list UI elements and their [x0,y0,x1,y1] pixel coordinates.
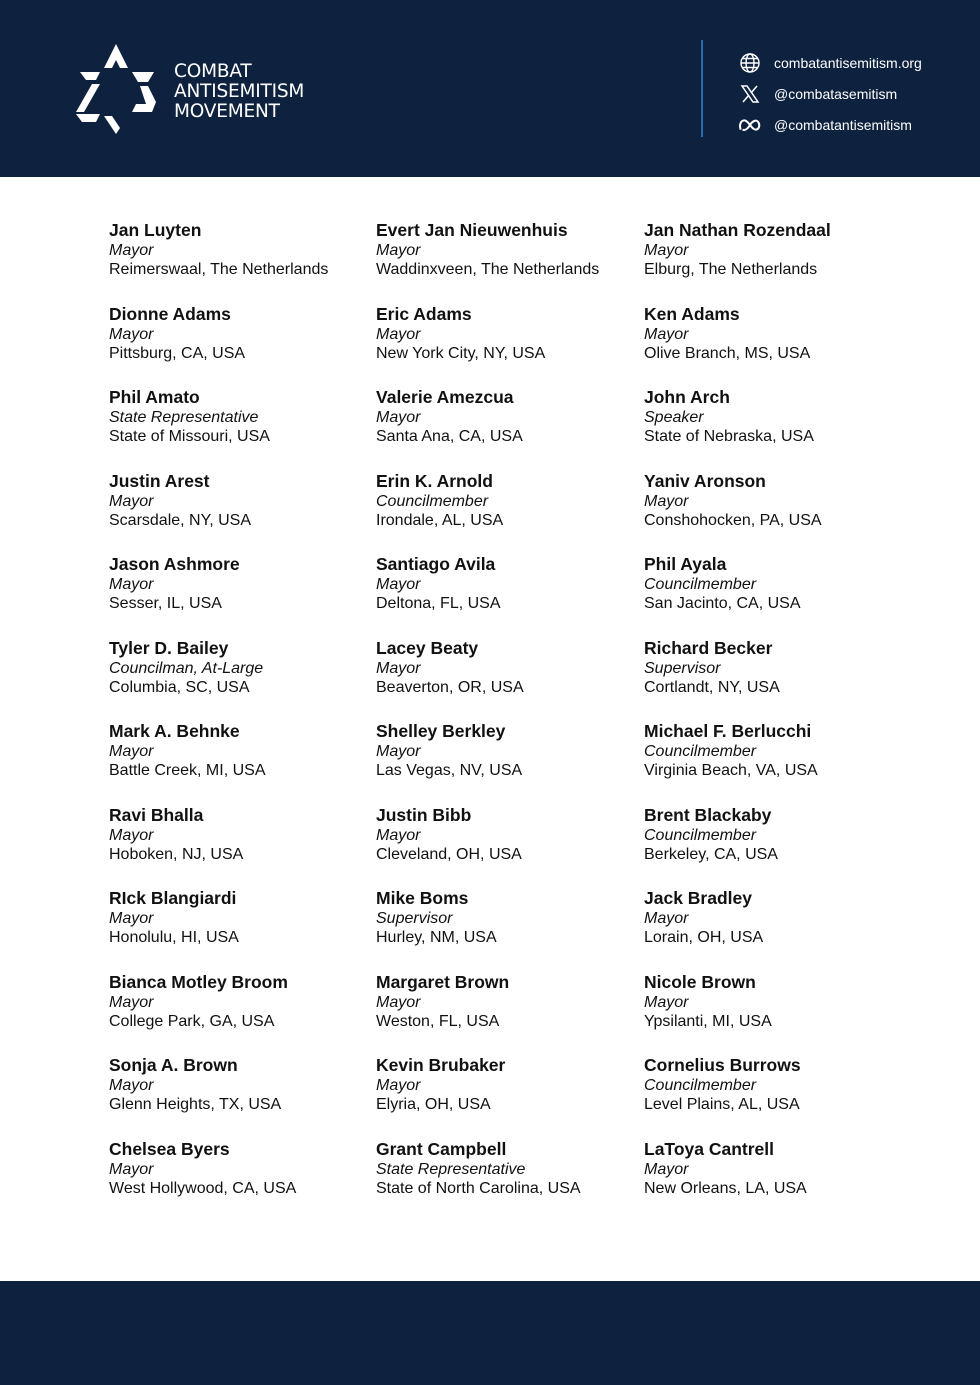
signatory-entry [376,972,644,1056]
signatory-location: Battle Creek, MI, USA [109,762,266,779]
x-handle-text: @combatasemitism [774,86,898,102]
social-meta[interactable] [738,110,922,140]
signatory-entry [644,638,909,722]
signatory-entry [109,554,376,638]
signatory-location: Irondale, AL, USA [376,511,504,529]
signatory-location: San Jacinto, CA, USA [644,595,801,612]
signatory-name: LaToya Cantrell [644,1138,774,1159]
signatory-name: Lacey Beaty [376,637,479,658]
signatory-name: Justin Arest [109,470,210,491]
header-banner [0,0,980,177]
signatory-title: Councilmember [644,576,757,593]
signatory-name: Sonja A. Brown [109,1055,238,1075]
logo-line: COMBAT [174,61,252,82]
signatory-title: Mayor [109,325,154,343]
signatory-name: Brent Blackaby [644,804,772,825]
signatory-title: Councilmember [644,826,757,844]
signatory-name: Dionne Adams [109,303,231,324]
signatory-title: Mayor [376,659,421,677]
signatory-location: College Park, GA, USA [109,1012,275,1030]
signatory-location: Glenn Heights, TX, USA [109,1096,282,1113]
signatory-title: Mayor [109,242,154,259]
signatory-entry [109,972,376,1056]
signatory-location: State of North Carolina, USA [376,1179,581,1197]
signatory-entry [376,387,644,471]
signatory-location: Reimerswaal, The Netherlands [109,261,329,278]
signatory-entry [644,972,909,1056]
header-divider [701,40,703,137]
signatory-name: Tyler D. Bailey [109,637,229,658]
signatory-name: Grant Campbell [376,1138,507,1159]
signatory-entry [644,1139,909,1223]
signatory-entry [376,1055,644,1139]
signatory-location: Beaverton, OR, USA [376,678,524,696]
signatory-entry [376,304,644,388]
signatory-title: Mayor [376,826,421,844]
signatory-name: Chelsea Byers [109,1138,230,1159]
signatory-name: Valerie Amezcua [376,387,514,407]
signatory-entry [376,888,644,972]
signatory-location: Hurley, NM, USA [376,929,497,946]
signatory-entry [109,721,376,805]
signatory-name: Mark A. Behnke [109,721,240,741]
x-icon [738,82,762,106]
signatory-entry [376,721,644,805]
signatory-title: Mayor [644,993,689,1011]
logo-wordmark [174,62,304,122]
signatory-name: RIck Blangiardi [109,888,237,908]
signatory-entry [644,387,909,471]
signatory-location: Lorain, OH, USA [644,929,764,946]
signatory-name: Cornelius Burrows [644,1055,801,1075]
signatory-entry [644,220,909,304]
signatory-location: Sesser, IL, USA [109,595,222,612]
signatory-entry [376,220,644,304]
signatory-location: Weston, FL, USA [376,1012,500,1030]
signatory-location: West Hollywood, CA, USA [109,1179,297,1197]
star-of-david-logo-icon [70,40,162,138]
signatory-location: Santa Ana, CA, USA [376,428,523,445]
signatory-title: Councilman, At-Large [109,659,264,677]
signatory-name: Erin K. Arnold [376,470,493,491]
signatory-location: Pittsburg, CA, USA [109,344,246,362]
signatory-name: Justin Bibb [376,804,472,825]
signatory-name: Michael F. Berlucchi [644,721,812,741]
signatory-name: Nicole Brown [644,971,756,992]
social-x[interactable] [738,79,922,109]
signatory-location: Cortlandt, NY, USA [644,678,780,696]
signatory-location: New Orleans, LA, USA [644,1179,807,1197]
signatory-title: Mayor [644,325,689,343]
signatory-location: Olive Branch, MS, USA [644,344,811,362]
signatory-location: Cleveland, OH, USA [376,845,522,863]
signatory-name: Ken Adams [644,303,740,324]
signatory-entry [644,888,909,972]
globe-icon [738,51,762,75]
signatory-title: Mayor [376,993,421,1011]
signatory-entry [109,387,376,471]
signatory-location: Hoboken, NJ, USA [109,845,244,863]
signatory-name: Shelley Berkley [376,721,506,741]
signatory-entry [109,471,376,555]
signatory-location: Level Plains, AL, USA [644,1096,800,1113]
logo-line: MOVEMENT [174,101,280,122]
signatory-location: State of Missouri, USA [109,428,270,445]
signatory-entry [109,304,376,388]
signatory-title: Mayor [109,1160,154,1178]
signatory-entry [644,721,909,805]
signatory-title: Mayor [644,242,689,259]
signatory-entry [644,471,909,555]
signatory-entry [376,471,644,555]
signatory-location: Deltona, FL, USA [376,595,501,612]
signatory-location: Ypsilanti, MI, USA [644,1012,772,1030]
signatory-name: Jason Ashmore [109,554,240,574]
signatory-title: Speaker [644,409,704,426]
signatory-name: Mike Boms [376,888,469,908]
signatory-location: New York City, NY, USA [376,344,546,362]
signatory-name: Eric Adams [376,303,472,324]
signatory-name: Jan Luyten [109,220,202,240]
signatory-entry [109,1139,376,1223]
signatory-title: Councilmember [644,743,757,760]
signatory-name: Margaret Brown [376,971,510,992]
signatory-name: Evert Jan Nieuwenhuis [376,220,568,240]
signatory-entry [109,805,376,889]
signatory-location: Elyria, OH, USA [376,1096,491,1113]
signatory-name: John Arch [644,387,730,407]
signatory-entry [644,554,909,638]
signatory-name: Ravi Bhalla [109,804,204,825]
signatory-title: State Representative [109,409,259,426]
meta-icon [738,113,762,137]
signatory-title: Mayor [376,242,421,259]
signatory-name: Richard Becker [644,637,773,658]
signatory-name: Jack Bradley [644,888,752,908]
signatory-title: Councilmember [376,492,489,510]
signatories-grid [109,220,909,1222]
signatory-location: Columbia, SC, USA [109,678,250,696]
signatory-name: Santiago Avila [376,554,496,574]
signatory-title: Supervisor [644,659,721,677]
meta-handle-text: @combatantisemitism [774,117,912,133]
signatory-title: Supervisor [376,910,453,927]
signatory-title: Mayor [376,743,421,760]
signatory-entry [109,888,376,972]
signatory-location: Virginia Beach, VA, USA [644,762,818,779]
signatory-entry [644,1055,909,1139]
signatory-title: Mayor [644,1160,689,1178]
signatory-title: Mayor [376,325,421,343]
logo-line: ANTISEMITISM [174,81,305,102]
signatory-entry [376,554,644,638]
social-website[interactable] [738,48,922,78]
signatory-entry [376,1139,644,1223]
signatory-location: Honolulu, HI, USA [109,929,239,946]
signatory-title: Mayor [644,910,689,927]
signatory-name: Bianca Motley Broom [109,971,288,992]
signatory-title: Councilmember [644,1077,757,1094]
signatory-entry [644,805,909,889]
signatory-title: Mayor [109,743,154,760]
signatory-name: Phil Ayala [644,554,727,574]
signatory-title: Mayor [109,910,154,927]
footer-banner [0,1281,980,1385]
signatory-title: Mayor [109,1077,154,1094]
signatory-title: Mayor [109,576,154,593]
website-text: combatantisemitism.org [774,55,922,71]
signatory-location: Waddinxveen, The Netherlands [376,261,600,278]
signatory-title: Mayor [109,492,154,510]
signatory-entry [376,805,644,889]
signatory-entry [644,304,909,388]
signatory-name: Kevin Brubaker [376,1055,506,1075]
signatory-location: Berkeley, CA, USA [644,845,778,863]
signatory-entry [109,220,376,304]
signatory-location: State of Nebraska, USA [644,428,814,445]
signatory-title: Mayor [376,1077,421,1094]
signatory-location: Elburg, The Netherlands [644,261,818,278]
signatory-entry [109,1055,376,1139]
signatory-title: Mayor [644,492,689,510]
signatory-name: Jan Nathan Rozendaal [644,220,831,240]
signatory-title: Mayor [109,993,154,1011]
signatory-entry [376,638,644,722]
signatory-entry [109,638,376,722]
social-links [738,48,922,141]
signatory-location: Las Vegas, NV, USA [376,762,523,779]
signatory-name: Yaniv Aronson [644,470,766,491]
signatory-title: Mayor [109,826,154,844]
signatory-location: Conshohocken, PA, USA [644,511,822,529]
signatory-title: Mayor [376,576,421,593]
signatory-name: Phil Amato [109,387,200,407]
signatory-title: Mayor [376,409,421,426]
signatory-location: Scarsdale, NY, USA [109,511,251,529]
signatory-title: State Representative [376,1160,526,1178]
